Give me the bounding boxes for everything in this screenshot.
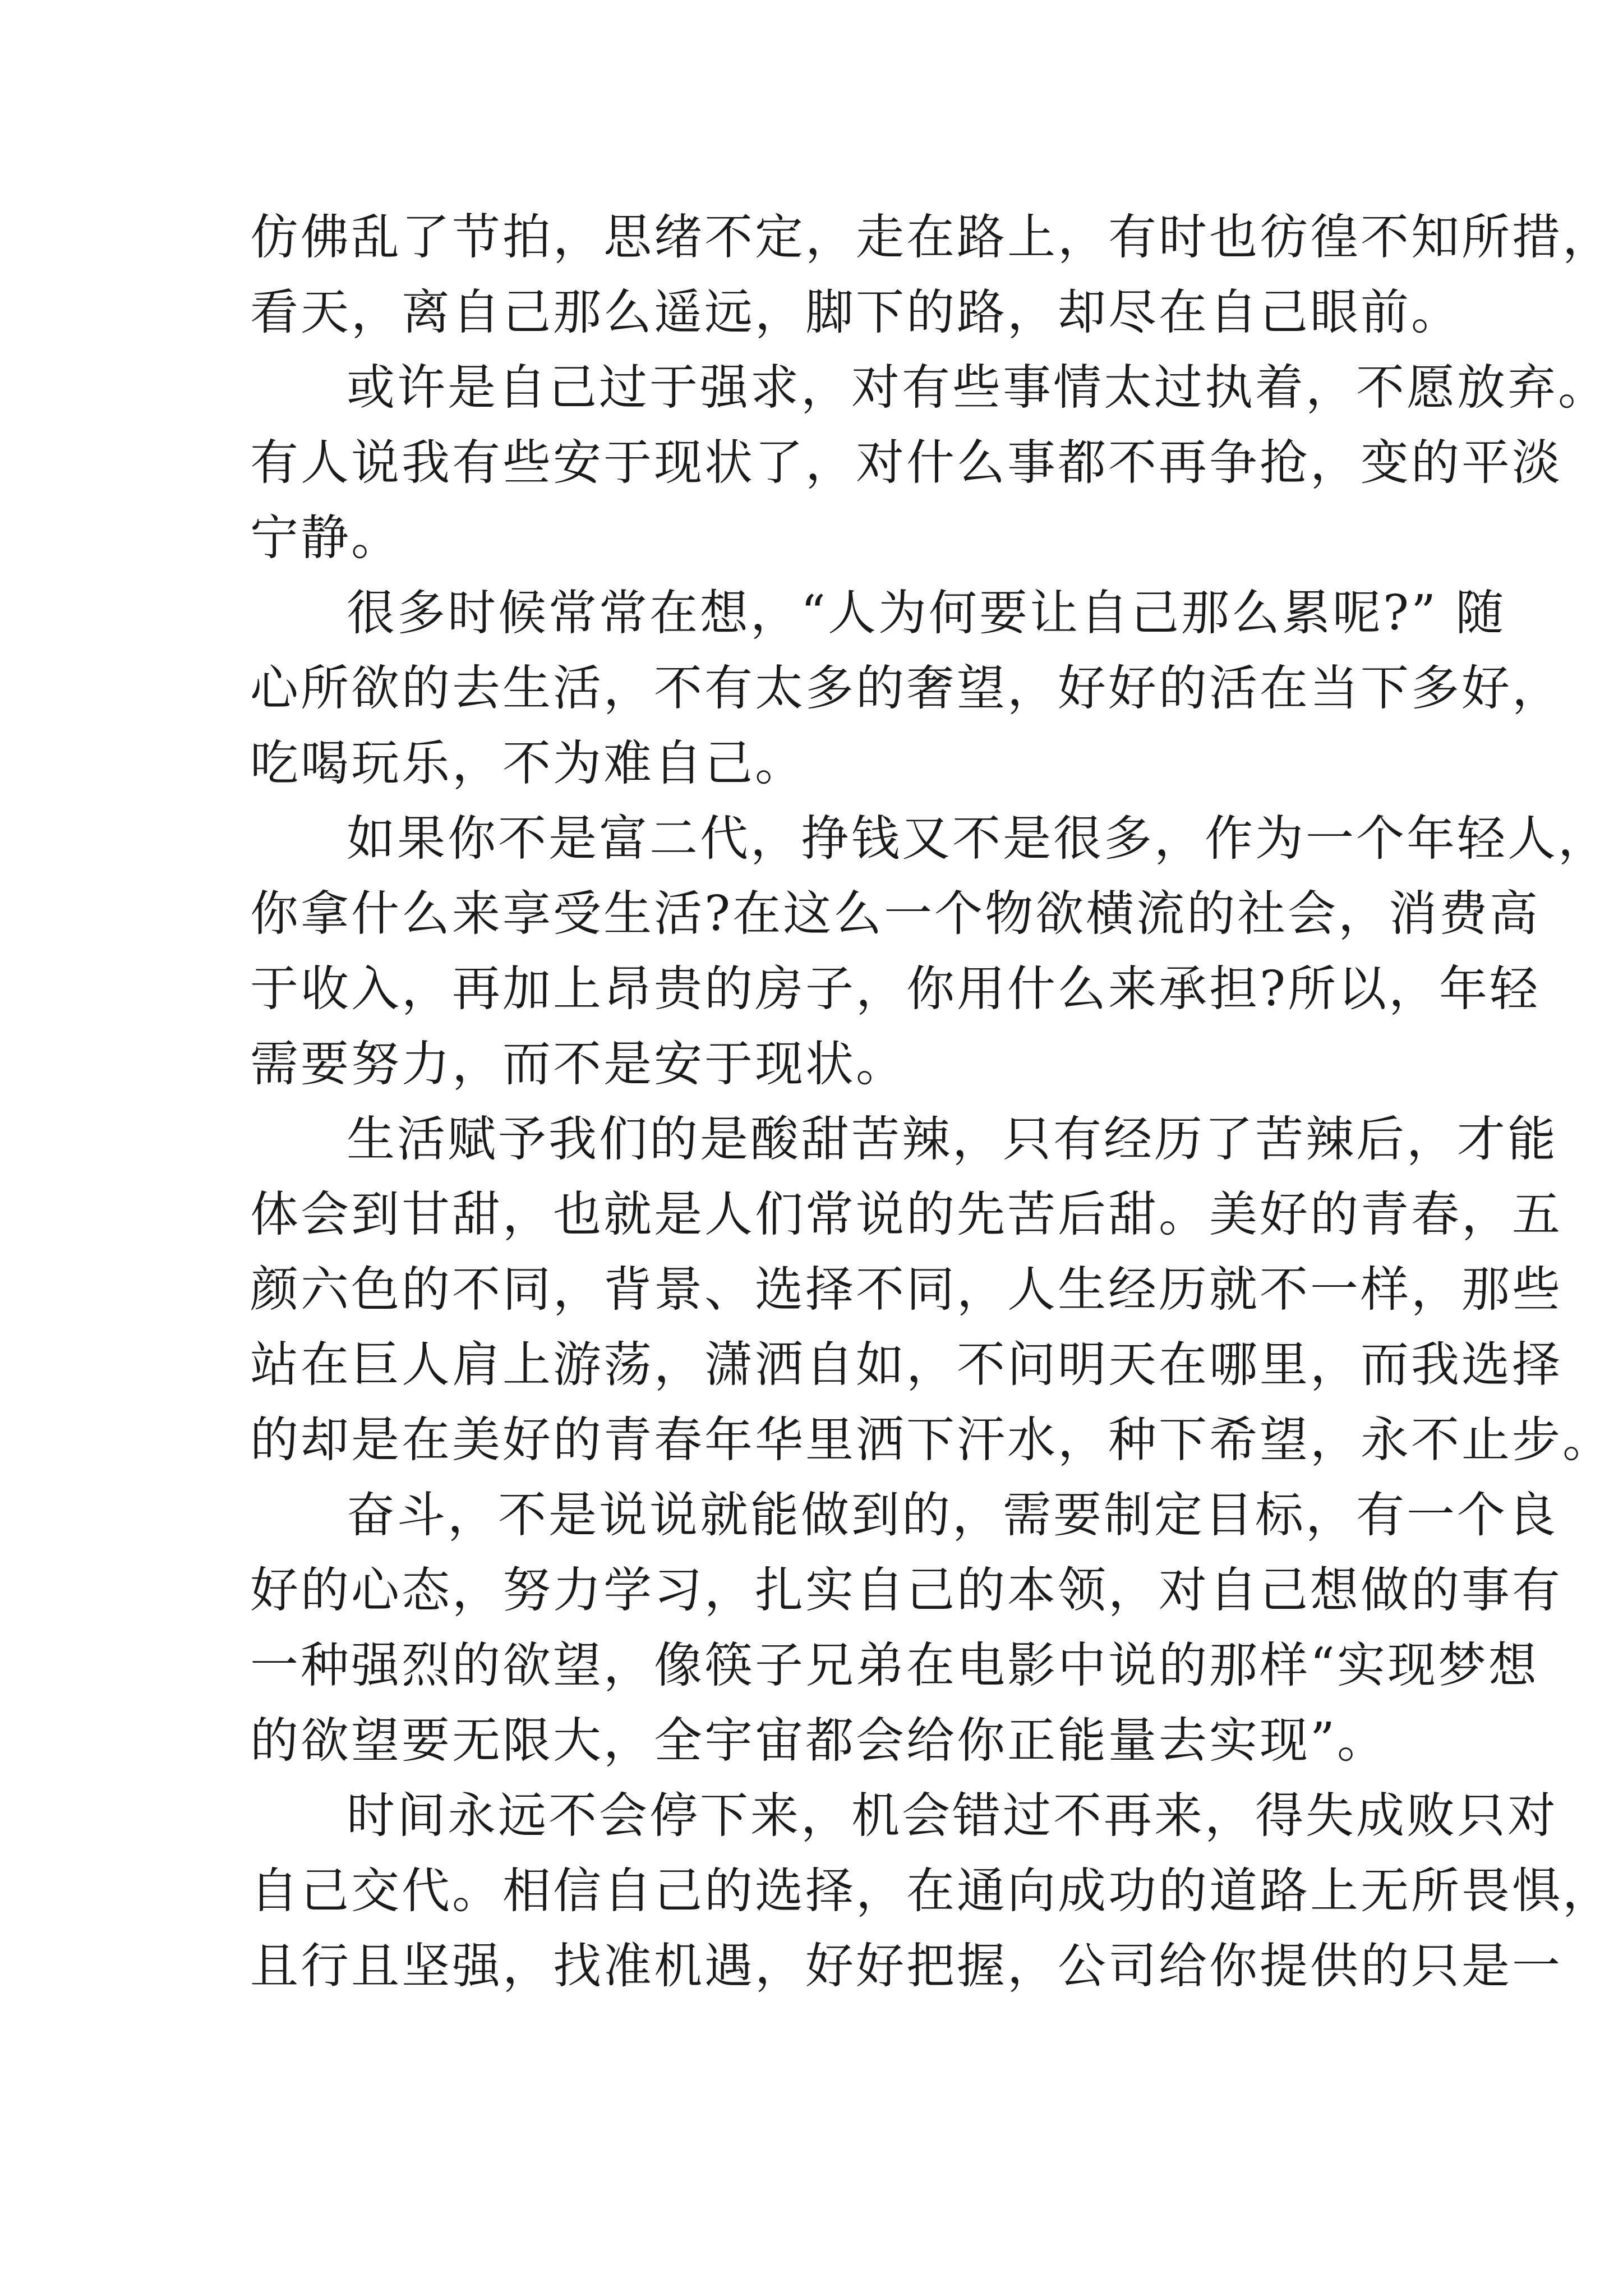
body-text xyxy=(250,200,1613,2004)
text-line: 于收入，再加上昂贵的房子，你用什么来承担?所以，年轻 xyxy=(250,961,1541,1017)
text-line: 仿佛乱了节拍，思绪不定，走在路上，有时也彷徨不知所措， xyxy=(250,209,1613,265)
text-line: 心所欲的去生活，不有太多的奢望，好好的活在当下多好， xyxy=(250,660,1562,716)
text-line: 如果你不是富二代，挣钱又不是很多，作为一个年轻人， xyxy=(347,811,1608,867)
text-line: 很多时候常常在想，“人为何要让自己那么累呢?” 随 xyxy=(347,585,1506,641)
text-line: 生活赋予我们的是酸甜苦辣，只有经历了苦辣后，才能 xyxy=(347,1111,1558,1167)
text-line: 吃喝玩乐，不为难自己。 xyxy=(250,735,805,792)
text-line: 一种强烈的欲望，像筷子兄弟在电影中说的那样“实现梦想 xyxy=(250,1637,1539,1694)
text-line: 宁静。 xyxy=(250,510,402,566)
text-line: 好的心态，努力学习，扎实自己的本领，对自己想做的事有 xyxy=(250,1562,1562,1618)
text-line: 的却是在美好的青春年华里洒下汗水，种下希望，永不止步。 xyxy=(250,1412,1613,1468)
text-line: 体会到甘甜，也就是人们常说的先苦后甜。美好的青春，五 xyxy=(250,1186,1562,1243)
text-line: 时间永远不会停下来，机会错过不再来，得失成败只对 xyxy=(347,1788,1558,1844)
text-line: 站在巨人肩上游荡，潇洒自如，不问明天在哪里，而我选择 xyxy=(250,1337,1562,1393)
text-line: 自己交代。相信自己的选择，在通向成功的道路上无所畏惧， xyxy=(250,1863,1613,1919)
text-line: 需要努力，而不是安于现状。 xyxy=(250,1036,906,1092)
text-line: 颜六色的不同，背景、选择不同，人生经历就不一样，那些 xyxy=(250,1262,1562,1318)
text-line: 看天，离自己那么遥远，脚下的路，却尽在自己眼前。 xyxy=(250,284,1461,341)
text-line: 的欲望要无限大，全宇宙都会给你正能量去实现”。 xyxy=(250,1713,1387,1769)
text-line: 有人说我有些安于现状了，对什么事都不再争抢，变的平淡 xyxy=(250,435,1562,491)
text-line: 你拿什么来享受生活?在这么一个物欲横流的社会，消费高 xyxy=(250,886,1541,942)
text-line: 或许是自己过于强求，对有些事情太过执着，不愿放弃。 xyxy=(347,360,1608,416)
text-line: 奋斗，不是说说就能做到的，需要制定目标，有一个良 xyxy=(347,1487,1558,1543)
text-line: 且行且坚强，找准机遇，好好把握，公司给你提供的只是一 xyxy=(250,1938,1562,1994)
